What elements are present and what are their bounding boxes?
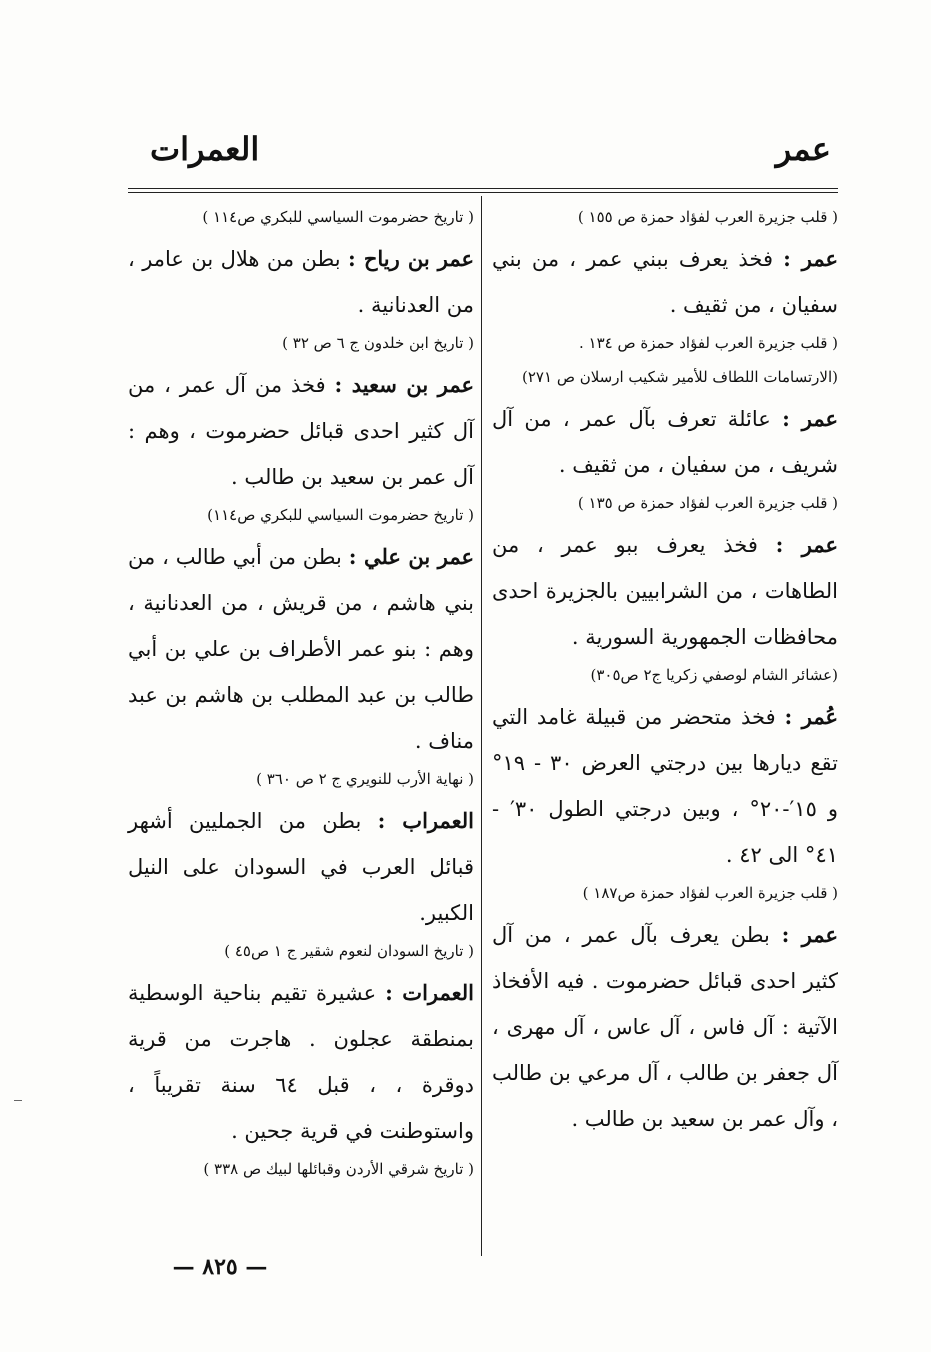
entry: [128, 362, 474, 500]
source-citation: ( تاريخ حضرموت السياسي للبكري ص١١٤): [207, 506, 474, 524]
entry-headword: العمراب :: [377, 808, 474, 833]
entry: [492, 522, 838, 660]
entry-headword: عمر :: [783, 246, 838, 271]
left-column: [128, 202, 474, 1188]
entry-text: فخذ يعرف ببو عمر ، من الطاهات ، من الشرابيين بالجزيرة احدى محافظات الجمهورية السورية .: [492, 533, 838, 649]
entry-headword: عمر :: [781, 922, 838, 947]
source-citation: ( قلب جزيرة العرب لفؤاد حمزة ص ١٣٤ .: [578, 334, 838, 352]
entry: [128, 236, 474, 328]
entry-headword: عمر بن رياح :: [348, 246, 474, 271]
entry-text: فخذ متحضر من قبيلة غامد التي تقع ديارها بين درجتي العرض ٣٠ - ١٩° و ١٥′-٢٠° ، وبين درجتي الطول ٣٠′ - ٤١° الى ٤٢ .: [492, 705, 838, 867]
entry-text: بطن يعرف بآل عمر ، من آل كثير احدى قبائل حضرموت . فيه الأفخاذ الآتية : آل فاس ، آل عاس ، آل مهرى ، آل جعفر بن طالب ، آل مرعي بن طالب ، وآل عمر بن سعيد بن طالب .: [492, 923, 838, 1131]
entry-headword: عمر بن علي :: [348, 544, 474, 569]
entry: [128, 970, 474, 1154]
entry-headword: العمرات :: [385, 980, 474, 1005]
entry-text: فخذ من آل عمر ، من آل كثير احدى قبائل حضرموت ، وهم : آل عمر بن سعيد بن طالب .: [128, 373, 474, 489]
source-citation: ( قلب جزيرة العرب لفؤاد حمزة ص١٨٧ ): [582, 884, 838, 902]
entry: [492, 694, 838, 878]
source-citation: (الارتسامات اللطاف للأمير شكيب ارسلان ص ٢٧١): [522, 368, 838, 386]
source-citation: ( قلب جزيرة العرب لفؤاد حمزة ص ١٥٥ ): [577, 208, 838, 226]
source-citation: ( نهاية الأرب للنويري ج ٢ ص ٣٦٠ ): [256, 770, 474, 788]
source-citation: ( قلب جزيرة العرب لفؤاد حمزة ص ١٣٥ ): [577, 494, 838, 512]
entry: [492, 236, 838, 328]
entry-text: بطن من الجمليين أشهر قبائل العرب في السودان على النيل الكبير.: [128, 809, 474, 925]
running-head-left: العمرات: [150, 130, 260, 168]
entry: [128, 798, 474, 936]
entry-text: عشيرة تقيم بناحية الوسطية بمنطقة عجلون . هاجرت من قرية دوقرة ، ، قبل ٦٤ سنة تقريباً ، واستوطنت في قرية جحين .: [128, 981, 474, 1143]
header-rule-double: [128, 192, 838, 193]
right-column: [492, 202, 838, 1142]
entry: [492, 396, 838, 488]
entry-text: بطن من أبي طالب ، من بني هاشم ، من قريش ، من العدنانية ، وهم : بنو عمر الأطراف بن علي بن أبي طالب بن عبد المطلب بن هاشم بن عبد مناف .: [128, 545, 474, 753]
entry-headword: عمر بن سعيد :: [334, 372, 474, 397]
entry-headword: عُمر :: [784, 704, 838, 729]
page-number: — ٨٢٥ —: [172, 1254, 268, 1280]
entry-text: بطن من هلال بن عامر ، من العدنانية .: [128, 247, 474, 317]
header-rule: [128, 188, 838, 189]
source-citation: ( تاريخ السودان لنعوم شقير ج ١ ص٤٥ ): [224, 942, 474, 960]
entry-text: عائلة تعرف بآل عمر ، من آل شريف ، من سفيان ، من ثقيف .: [492, 407, 838, 477]
source-citation: (عشائر الشام لوصفي زكريا ج٢ ص٣٠٥): [590, 666, 838, 684]
source-citation: ( تاريخ حضرموت السياسي للبكري ص١١٤ ): [202, 208, 474, 226]
entry-headword: عمر :: [775, 532, 838, 557]
margin-mark: [14, 1100, 22, 1101]
column-divider: [481, 196, 482, 1256]
entry: [492, 912, 838, 1142]
source-citation: ( تاريخ ابن خلدون ج ٦ ص ٣٢ ): [282, 334, 474, 352]
entry: [128, 534, 474, 764]
entry-text: فخذ يعرف ببني عمر ، من بني سفيان ، من ثقيف .: [492, 247, 838, 317]
source-citation: ( تاريخ شرقي الأردن وقبائلها لبيك ص ٣٣٨ ): [203, 1160, 474, 1178]
running-head-right: عمر: [775, 130, 831, 168]
entry-headword: عمر :: [782, 406, 838, 431]
